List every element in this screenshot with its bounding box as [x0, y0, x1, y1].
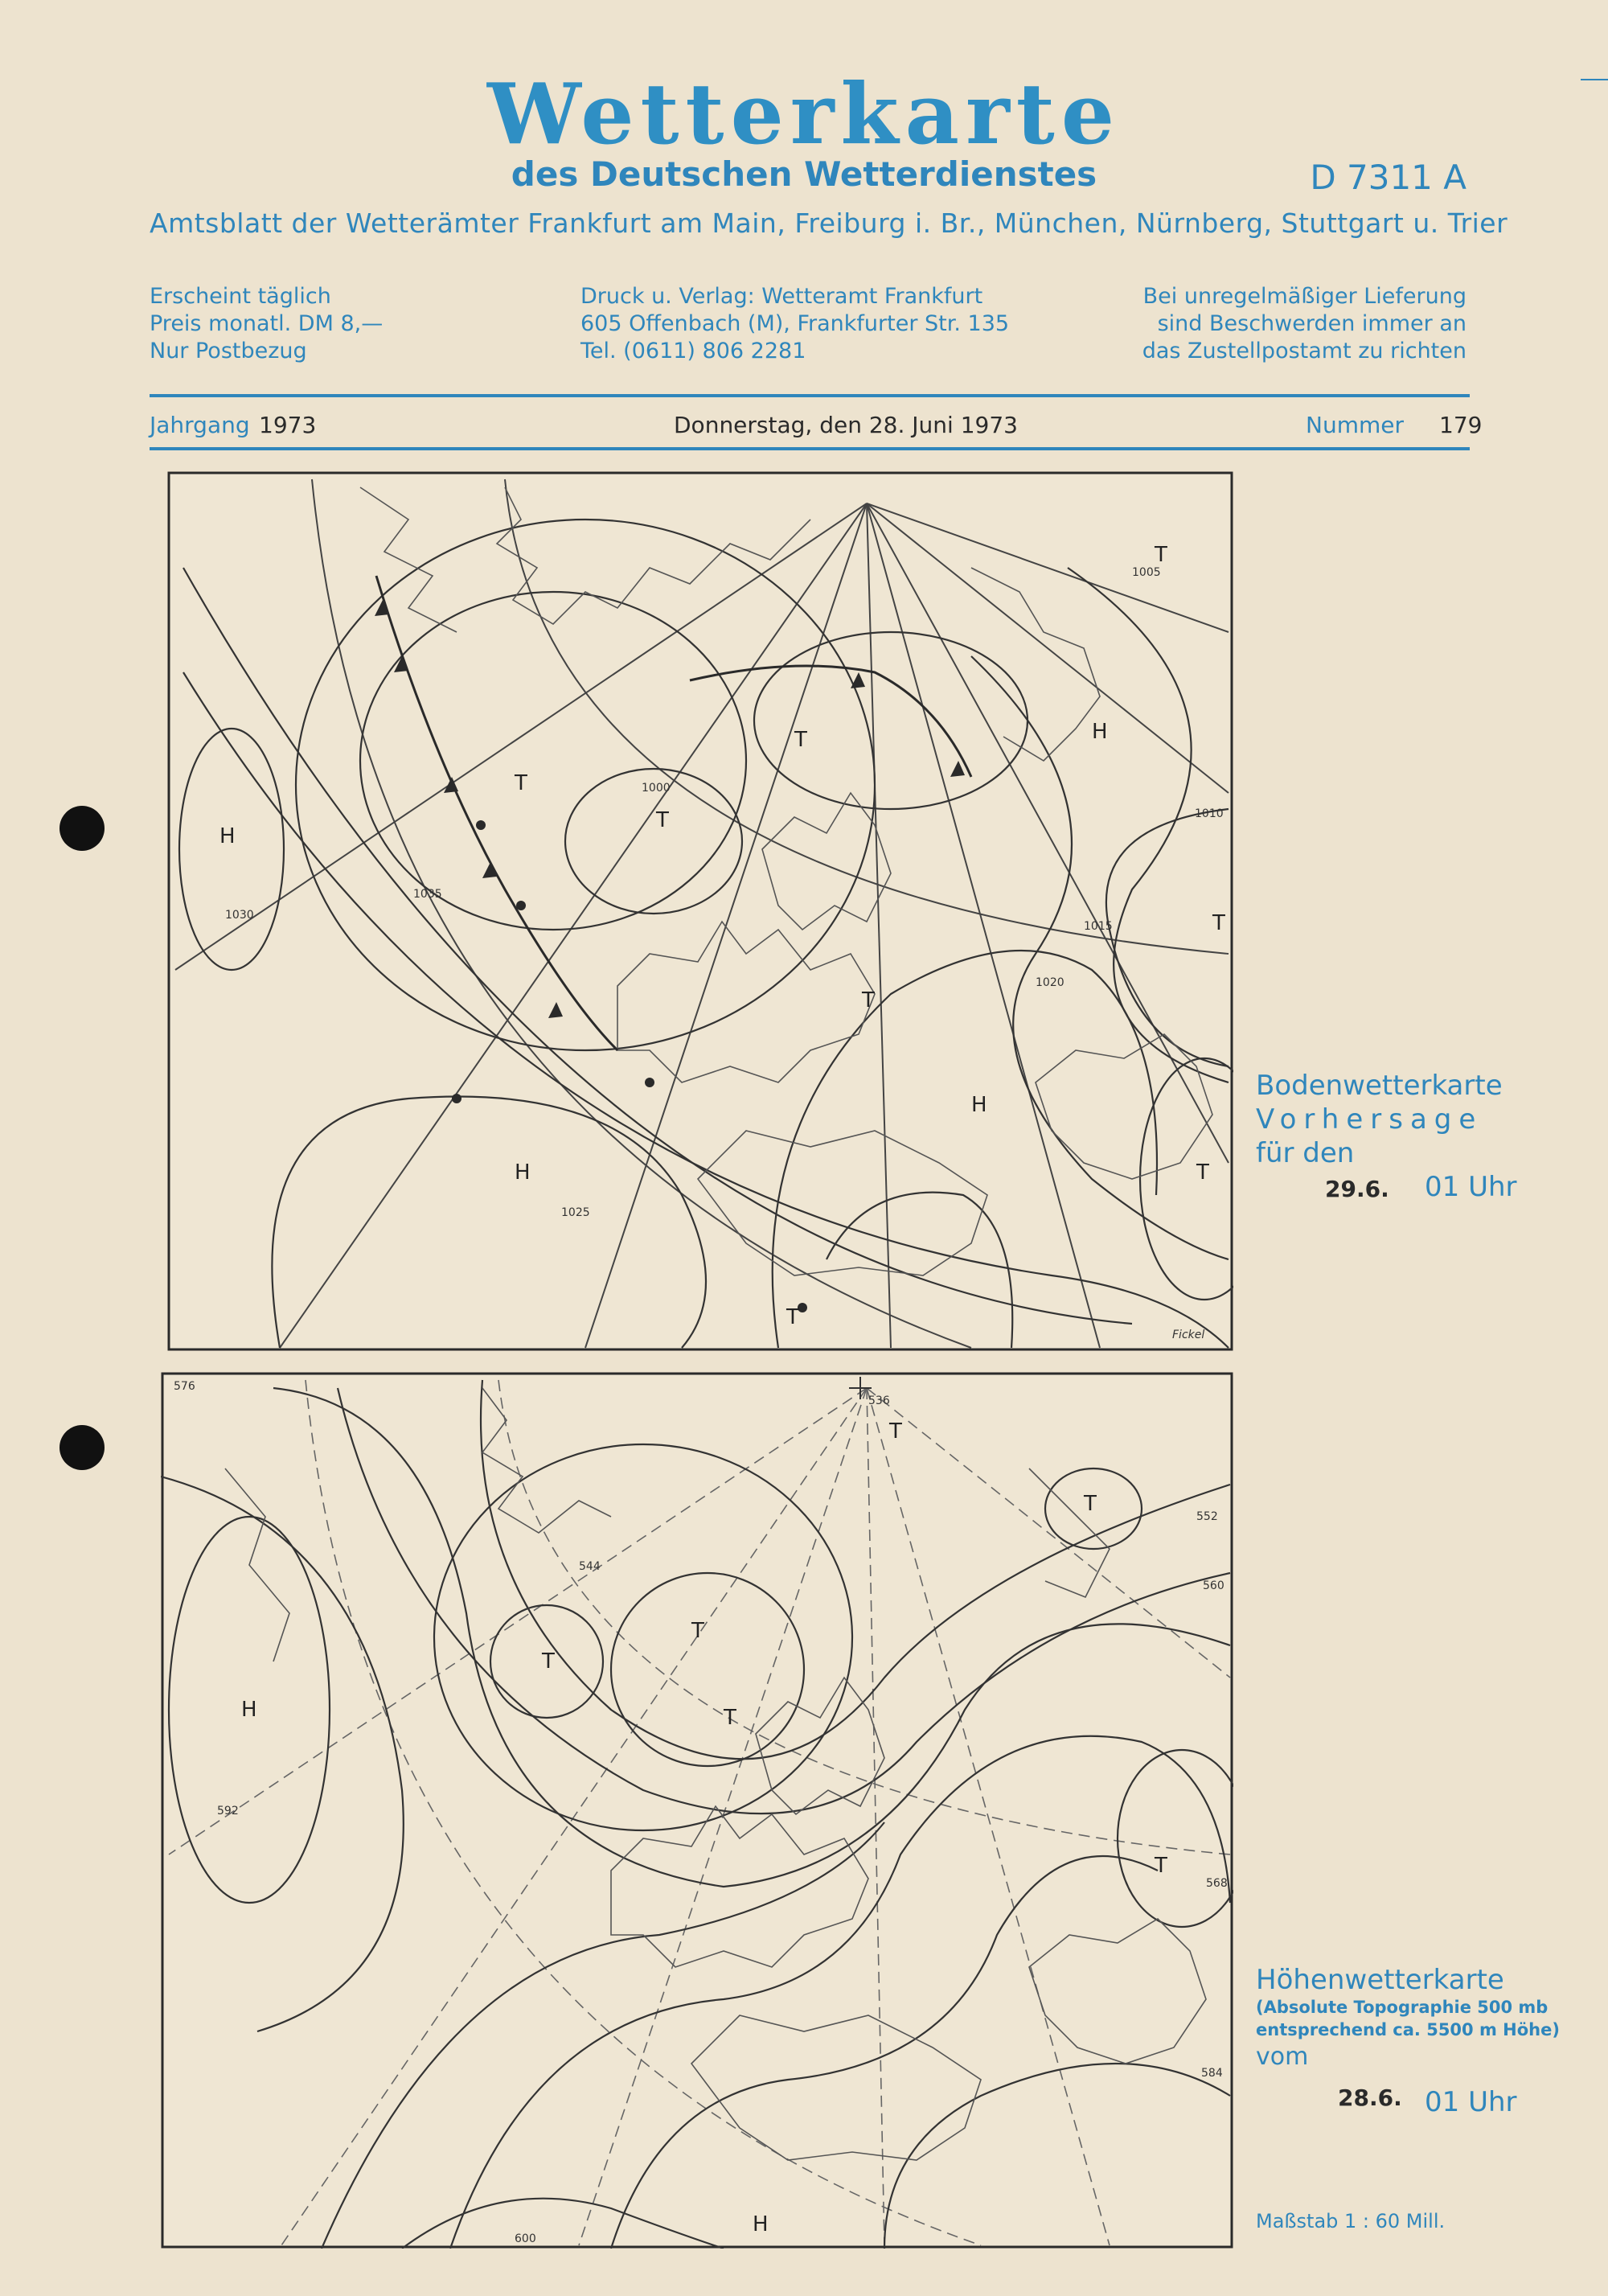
map2-caption-line2: (Absolute Topographie 500 mb: [1256, 1998, 1549, 2017]
contour-label: 568: [1206, 1877, 1228, 1890]
contour-label: 552: [1196, 1510, 1218, 1523]
publisher-info: [580, 283, 1009, 365]
pressure-center: T: [786, 1305, 799, 1329]
map1-caption-for: für den: [1256, 1137, 1355, 1169]
isobar-label: 1000: [642, 782, 671, 795]
pressure-center: T: [1084, 1492, 1097, 1516]
map2-caption-line3: entsprechend ca. 5500 m Höhe): [1256, 2020, 1560, 2039]
contour-label: 536: [868, 1394, 890, 1407]
pressure-center: H: [753, 2212, 769, 2236]
map1-caption-subtitle: Vorhersage: [1256, 1103, 1483, 1136]
cartographer-signature: Fickel: [1172, 1329, 1205, 1341]
number-value: 179: [1439, 412, 1483, 438]
contour-label: 576: [174, 1380, 195, 1393]
pressure-center: H: [219, 824, 236, 848]
isobar-label: 1020: [1036, 976, 1064, 989]
year-label: Jahrgang: [150, 412, 250, 438]
punch-hole-bottom: [59, 1425, 105, 1470]
pressure-center: T: [1196, 1160, 1209, 1185]
surface-weather-map: [167, 471, 1233, 1351]
pressure-center: T: [794, 728, 807, 752]
pressure-center: H: [515, 1160, 531, 1185]
info-line: Preis monatl. DM 8,—: [150, 311, 384, 336]
header-rule-bottom: [150, 447, 1470, 450]
map1-time: 01 Uhr: [1425, 1171, 1517, 1203]
map2-date: 28.6.: [1338, 2084, 1402, 2111]
upper-air-map: [161, 1372, 1233, 2249]
info-line: 605 Offenbach (M), Frankfurter Str. 135: [580, 311, 1010, 336]
pressure-center: H: [1092, 720, 1108, 744]
isobar-label: 1010: [1195, 807, 1224, 820]
isobar-label: 1030: [225, 909, 254, 922]
isobar-label: 1035: [413, 888, 442, 901]
isobar-label: 1025: [561, 1206, 590, 1219]
upper-air-map-figure: [161, 1372, 1233, 2249]
isobar-label: 1005: [1132, 566, 1161, 579]
surface-map-figure: [167, 471, 1233, 1351]
info-line: Nur Postbezug: [150, 339, 307, 363]
map-scale: Maßstab 1 : 60 Mill.: [1256, 2210, 1446, 2232]
info-line: Druck u. Verlag: Wetteramt Frankfurt: [580, 284, 983, 309]
pressure-center: T: [724, 1706, 736, 1730]
info-line: das Zustellpostamt zu richten: [1142, 339, 1466, 363]
contour-label: 544: [579, 1560, 601, 1573]
masthead-title: Wetterkarte: [487, 64, 1121, 163]
pressure-center: T: [542, 1649, 555, 1674]
pressure-center: T: [1212, 911, 1225, 935]
map2-time: 01 Uhr: [1425, 2086, 1517, 2118]
pressure-center: T: [515, 771, 527, 795]
info-line: sind Beschwerden immer an: [1157, 311, 1466, 336]
map2-caption-title: Höhenwetterkarte: [1256, 1964, 1504, 1996]
document-code: D 7311 A: [1310, 158, 1466, 197]
pressure-center: T: [889, 1419, 902, 1444]
pressure-center: T: [862, 988, 875, 1012]
info-line: Erscheint täglich: [150, 284, 331, 309]
pressure-center: T: [1155, 1854, 1167, 1878]
contour-label: 584: [1201, 2067, 1223, 2080]
info-line: Tel. (0611) 806 2281: [580, 339, 806, 363]
number-label: Nummer: [1306, 412, 1404, 438]
pressure-center: T: [691, 1619, 704, 1643]
authorities-line: Amtsblatt der Wetterämter Frankfurt am Main, Freiburg i. Br., München, Nürnberg, Stuttgart u. Trier: [150, 207, 1508, 239]
subscription-info: [150, 283, 383, 365]
delivery-info: [1142, 283, 1466, 365]
masthead-subtitle: des Deutschen Wetterdienstes: [511, 154, 1097, 194]
map1-date: 29.6.: [1325, 1176, 1389, 1202]
header-rule-top: [150, 394, 1470, 397]
isobar-label: 1015: [1084, 920, 1113, 933]
issue-date: Donnerstag, den 28. Juni 1973: [674, 412, 1018, 438]
contour-label: 560: [1203, 1579, 1224, 1592]
pressure-center: T: [1155, 543, 1167, 567]
year-value: 1973: [259, 412, 317, 438]
pressure-center: H: [971, 1093, 987, 1117]
map1-caption-title: Bodenwetterkarte: [1256, 1070, 1503, 1102]
issue-row: [150, 412, 1483, 444]
contour-label: 592: [217, 1805, 239, 1817]
contour-label: 600: [515, 2232, 536, 2245]
pressure-center: T: [656, 808, 669, 832]
punch-hole-top: [59, 806, 105, 851]
info-line: Bei unregelmäßiger Lieferung: [1142, 284, 1466, 309]
pressure-center: H: [241, 1698, 257, 1722]
map2-caption-from: vom: [1256, 2043, 1309, 2071]
